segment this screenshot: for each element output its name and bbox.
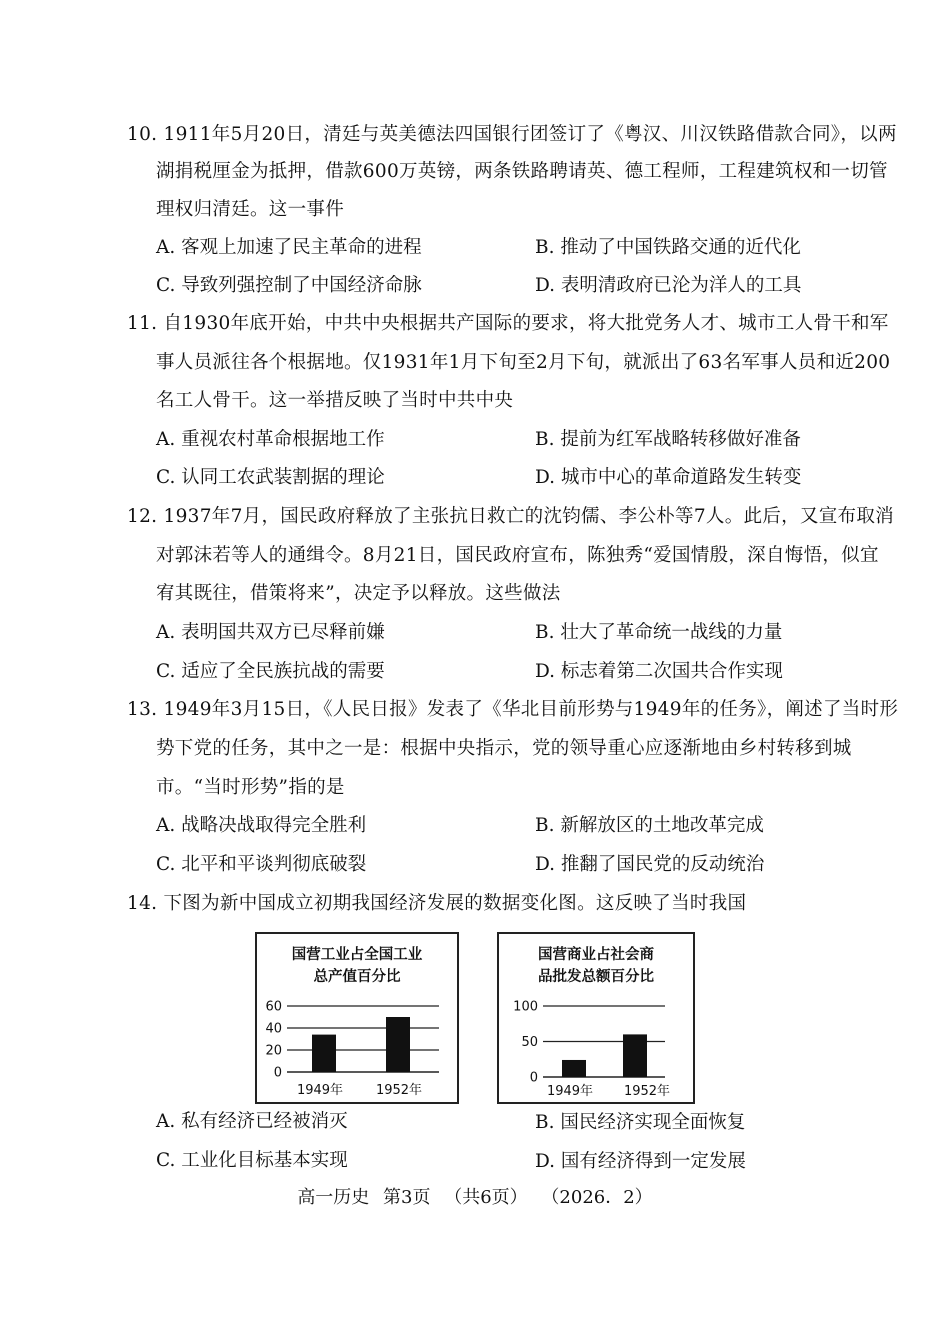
option-a: A. 私有经济已经被消灭 — [156, 1111, 348, 1132]
bar — [623, 1034, 647, 1077]
x-tick-label: 1952年 — [375, 1083, 423, 1098]
option-b: B. 壮大了革命统一战线的力量 — [535, 622, 783, 643]
x-tick-label: 1949年 — [546, 1084, 594, 1099]
y-tick-label: 50 — [521, 1035, 538, 1050]
x-tick-label: 1952年 — [623, 1084, 671, 1099]
question-text-line: 14. 下图为新中国成立初期我国经济发展的数据变化图。这反映了当时我国 — [127, 893, 747, 914]
chart-title-line: 国营商业占社会商 — [538, 947, 654, 963]
chart-industry-share — [255, 932, 459, 1104]
option-b: B. 国民经济实现全面恢复 — [535, 1112, 746, 1133]
y-tick-label: 0 — [273, 1065, 282, 1081]
option-a: A. 战略决战取得完全胜利 — [156, 815, 367, 836]
option-a: A. 重视农村革命根据地工作 — [156, 429, 385, 450]
option-b: B. 提前为红军战略转移做好准备 — [535, 429, 801, 450]
chart-plot — [499, 934, 693, 1102]
y-tick-label: 60 — [265, 999, 282, 1015]
page-footer — [0, 1183, 950, 1209]
option-d: D. 国有经济得到一定发展 — [535, 1151, 746, 1172]
option-c: C. 导致列强控制了中国经济命脉 — [156, 275, 422, 296]
question-text-line: 对郭沫若等人的通缉令。8月21日，国民政府宣布，陈独秀“爱国情殷，深自悔悟，似宜 — [156, 545, 879, 566]
option-d: D. 表明清政府已沦为洋人的工具 — [535, 275, 802, 296]
y-tick-label: 100 — [513, 999, 538, 1015]
footer-total: （共6页） — [444, 1187, 528, 1208]
option-a: A. 表明国共双方已尽释前嫌 — [156, 622, 385, 643]
bar — [562, 1060, 586, 1077]
question-text-line: 13. 1949年3月15日，《人民日报》发表了《华北目前形势与1949年的任务》，阐述了当时形 — [127, 699, 899, 720]
option-b: B. 推动了中国铁路交通的近代化 — [535, 237, 801, 258]
footer-date: （2026．2） — [541, 1187, 653, 1208]
option-c: C. 北平和平谈判彻底破裂 — [156, 854, 367, 875]
option-c: C. 认同工农武装割据的理论 — [156, 467, 385, 488]
footer-page: 第3页 — [383, 1187, 431, 1208]
question-text-line: 宥其既往，借策将来”，决定予以释放。这些做法 — [156, 583, 561, 604]
option-d: D. 推翻了国民党的反动统治 — [535, 854, 765, 875]
y-tick-label: 0 — [529, 1070, 538, 1086]
bar — [312, 1035, 336, 1072]
question-text-line: 势下党的任务，其中之一是：根据中央指示，党的领导重心应逐渐地由乡村转移到城 — [156, 738, 852, 759]
chart-title-line: 品批发总额百分比 — [538, 969, 654, 985]
question-text-line: 市。“当时形势”指的是 — [156, 777, 345, 798]
chart-commerce-share — [497, 932, 695, 1104]
bar — [386, 1017, 410, 1072]
option-c: C. 适应了全民族抗战的需要 — [156, 661, 385, 682]
option-d: D. 城市中心的革命道路发生转变 — [535, 467, 802, 488]
question-text-line: 事人员派往各个根据地。仅1931年1月下旬至2月下旬，就派出了63名军事人员和近200 — [156, 352, 891, 373]
question-text-line: 10. 1911年5月20日，清廷与英美德法四国银行团签订了《粤汉、川汉铁路借款合同》，以两 — [127, 124, 897, 145]
chart-plot — [257, 934, 457, 1102]
y-tick-label: 40 — [265, 1021, 282, 1037]
question-text-line: 12. 1937年7月，国民政府释放了主张抗日救亡的沈钧儒、李公朴等7人。此后，又宣布取消 — [127, 506, 894, 527]
question-text-line: 理权归清廷。这一事件 — [156, 199, 345, 220]
question-text-line: 名工人骨干。这一举措反映了当时中共中央 — [156, 390, 514, 411]
y-tick-label: 20 — [265, 1043, 282, 1059]
x-tick-label: 1949年 — [296, 1083, 344, 1098]
chart-title-line: 总产值百分比 — [313, 969, 401, 985]
chart-title-line: 国营工业占全国工业 — [291, 947, 423, 963]
question-text-line: 11. 自1930年底开始，中共中央根据共产国际的要求，将大批党务人才、城市工人骨干和军 — [127, 313, 889, 334]
footer-subject: 高一历史 — [297, 1187, 370, 1208]
option-b: B. 新解放区的土地改革完成 — [535, 815, 764, 836]
option-d: D. 标志着第二次国共合作实现 — [535, 661, 783, 682]
option-a: A. 客观上加速了民主革命的进程 — [156, 237, 422, 258]
option-c: C. 工业化目标基本实现 — [156, 1150, 348, 1171]
question-text-line: 湖捐税厘金为抵押，借款600万英镑，两条铁路聘请英、德工程师，工程建筑权和一切管 — [156, 161, 888, 182]
